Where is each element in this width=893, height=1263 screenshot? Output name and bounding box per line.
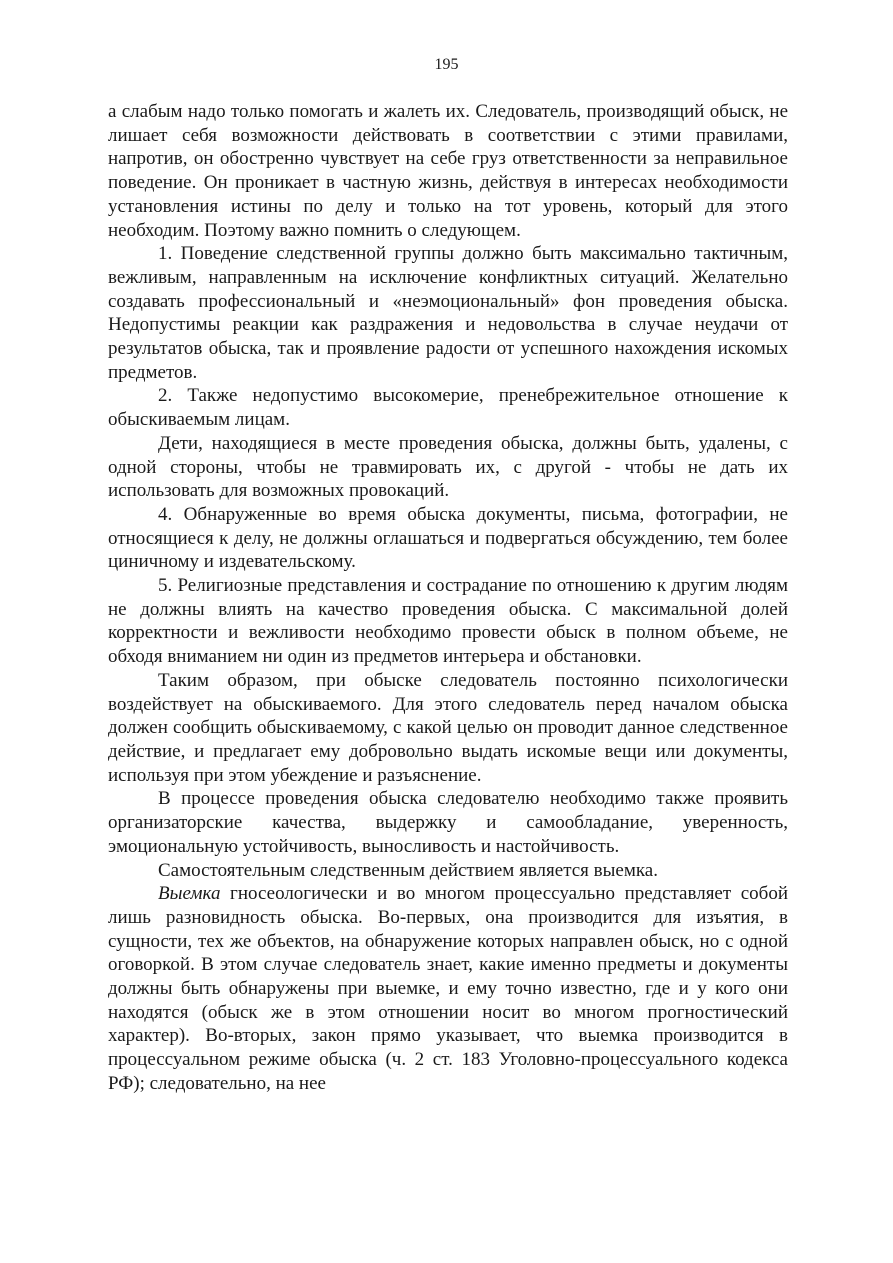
body-text [108, 100, 788, 1096]
page-number: 195 [434, 56, 459, 73]
italic-term: Выемка [158, 883, 221, 905]
paragraph-rule-1: 1. Поведение следственной группы должно быть максимально тактичным, вежливым, направленным на исключение конфликтных ситуаций. Желательно создавать профессиональный и «неэмоциональный» фон проведения обыска. Недопустимы реакции как раздражения и недовольства в случае неудачи от результатов обыска, так и проявление радости от успешного нахождения искомых предметов. [108, 243, 788, 383]
paragraph-conclusion: Таким образом, при обыске следователь постоянно психологически воздействует на обыскиваемого. Для этого следователь перед началом обыска должен сообщить обыскиваемому, с какой целью он проводит данное следственное действие, и предлагает ему добровольно выдать искомые вещи или документы, используя при этом убеждение и разъяснение. [108, 669, 788, 786]
paragraph-rule-2: 2. Также недопустимо высокомерие, пренебрежительное отношение к обыскиваемым лицам. [108, 385, 788, 431]
paragraph-continuation: а слабым надо только помогать и жалеть их. Следователь, производящий обыск, не лишает себя возможности действовать в соответствии с этими правилами, напротив, он обостренно чувствует на себе груз ответственности за неправильное поведение. Он проникает в частную жизнь, действуя в интересах необходимости установления истины по делу и только на тот уровень, который для этого необходим. Поэтому важно помнить о следующем. [108, 101, 788, 241]
paragraph-rule-4: 4. Обнаруженные во время обыска документы, письма, фотографии, не относящиеся к делу, не должны оглашаться и подвергаться обсуждению, тем более циничному и издевательскому. [108, 503, 788, 573]
paragraph-seizure-intro: Самостоятельным следственным действием является выемка. [158, 859, 658, 881]
paragraph-rule-5: 5. Религиозные представления и сострадание по отношению к другим людям не должны влиять на качество проведения обыска. С максимальной долей корректности и вежливости необходимо провести обыск в полном объеме, не обходя вниманием ни один из предметов интерьера и обстановки. [108, 575, 788, 668]
paragraph-qualities: В процессе проведения обыска следователю необходимо также проявить организаторские качества, выдержку и самообладание, уверенность, эмоциональную устойчивость, выносливость и настойчивость. [108, 788, 788, 857]
paragraph-seizure-text: гносеологически и во многом процессуально представляет собой лишь разновидность обыска. Во-первых, она производится для изъятия, в сущности, тех же объектов, на обнаружение которых направлен обыск, но с одной оговоркой. В этом случае следователь знает, какие именно предметы и документы должны быть обнаружены при выемке, и ему точно известно, где и у кого они находятся (обыск же в этом отношении носит во многом прогностический характер). Во-вторых, закон прямо указывает, что выемка производится в процессуальном режиме обыска (ч. 2 ст. 183 Уголовно-процессуального кодекса РФ); следовательно, на нее [108, 883, 788, 1094]
paragraph-seizure-definition [108, 882, 788, 1095]
paragraph-children: Дети, находящиеся в месте проведения обыска, должны быть, удалены, с одной стороны, чтобы не травмировать их, с другой - чтобы не дать их использовать для возможных провокаций. [108, 432, 788, 502]
